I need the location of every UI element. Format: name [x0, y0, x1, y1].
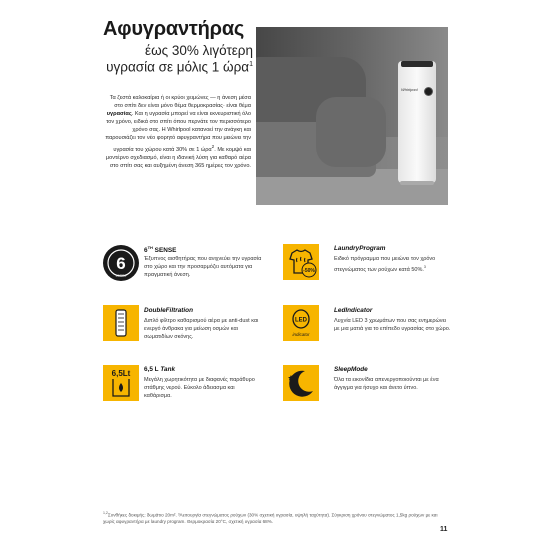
tank-icon-label: 6,5Lt [111, 369, 131, 378]
feature-desc-tank: Μεγάλη χωρητικότητα με διαφανές παράθυρο στάθμης νερού. Εύκολο άδειασμα και καθάρισμα. [144, 377, 255, 399]
water-tank-icon [103, 365, 139, 401]
intro-paragraph: Τα ζεστά καλοκαίρια ή οι κρύοι χειμώνες — η άνεση μέσα στο σπίτι δεν είναι μόνο θέμα θερμοκρασίας· είναι θέμα υγρασίας. Και η υγρασία μπορεί να είναι εκνευριστική όλο τον χρόνο, ειδικά στο σπίτι όπου περνάτε τον περισσότερο χρόνο σας. Η Whirlpool κατανοεί την ανάγκη και παρουσιάζει τον νέο φορητό αφυγραντήρα που μειώνει την υγρασία του χώρου κατά 30% σε 1 ώρα$^2$. Με κομψό και μοντέρνο σχεδιασμό, είναι η ιδανική λύση για καθαρό αέρα στο σπίτι σας και αυξημένη άνεση 365 ημέρες τον χρόνο. [105, 95, 251, 169]
feature-desc-sleep: Όλα τα εικονίδια απενεργοποιούνται με ένα άγγιγμα για ήσυχο και άνετο ύπνο. [334, 377, 439, 391]
feature-desc-laundry: Ειδικό πρόγραμμα που μειώνει τον χρόνο στεγνώματος των ρούχων κατά 50%.$^3$ [334, 256, 436, 273]
feature-title-double-filtration: DoubleFiltration [144, 307, 193, 314]
product-photo [256, 27, 448, 205]
feature-title-sixth-sense: 6TH SENSE [144, 245, 177, 255]
feature-desc-led: Λυχνία LED 3 χρωμάτων που σας ενημερώνει με μια ματιά για το επίπεδο υγρασίας στο χώρο. [334, 318, 451, 332]
sixth-sense-icon-number: 6 [116, 254, 126, 273]
feature-desc-double-filtration: Διπλό φίλτρο καθαρισμού αέρα με anti-dust και ενεργό άνθρακα για μείωση οσμών και σωματιδίων σκόνης. [144, 318, 259, 340]
feature-title-tank: 6,5 L Tank [144, 366, 176, 373]
dehumidifier-image [398, 61, 436, 183]
feature-title-laundry: LaundryProgram [334, 245, 386, 252]
double-filter-icon [103, 305, 139, 341]
brand-logo: Whirlpool [401, 87, 418, 92]
footnote: $^{1,2}$Συνθήκες δοκιμής: δωμάτιο 20m². ³Λειτουργία στεγνώματος ρούχων (30% σχετική υγρασία, υψηλή ταχύτητα). Σύγκριση χρόνου στεγνώματος 1,5kg ρούχων με και χωρίς αφυγραντήρα με laundry program. Θερμοκρασία 20°C, σχετική υγρασία 68%. [103, 511, 438, 525]
sleep-mode-moon-icon [283, 365, 319, 401]
sixth-sense-icon-label: sense [115, 272, 127, 278]
led-icon-label: LED [295, 317, 307, 324]
feature-title-led: LedIndicator [334, 307, 373, 314]
laundry-shirt-icon [283, 244, 319, 280]
page-number: 11 [440, 526, 448, 533]
laundry-icon-badge: -50% [303, 268, 315, 274]
feature-title-sleep: SleepMode [334, 366, 368, 373]
feature-desc-sixth-sense: Έξυπνος αισθητήρας που ανιχνεύει την υγρασία στο χώρο και την προσαρμόζει αυτόματα για πραγματική άνεση. [144, 256, 262, 278]
page-title: Αφυγραντήρας [103, 18, 245, 40]
page-subtitle: έως 30% λιγότερη υγρασία σε μόλις 1 ώρα$^1$ [106, 43, 253, 75]
sixth-sense-icon [103, 245, 139, 281]
led-icon-sublabel: indicator [292, 332, 310, 337]
led-indicator-icon [283, 305, 319, 341]
